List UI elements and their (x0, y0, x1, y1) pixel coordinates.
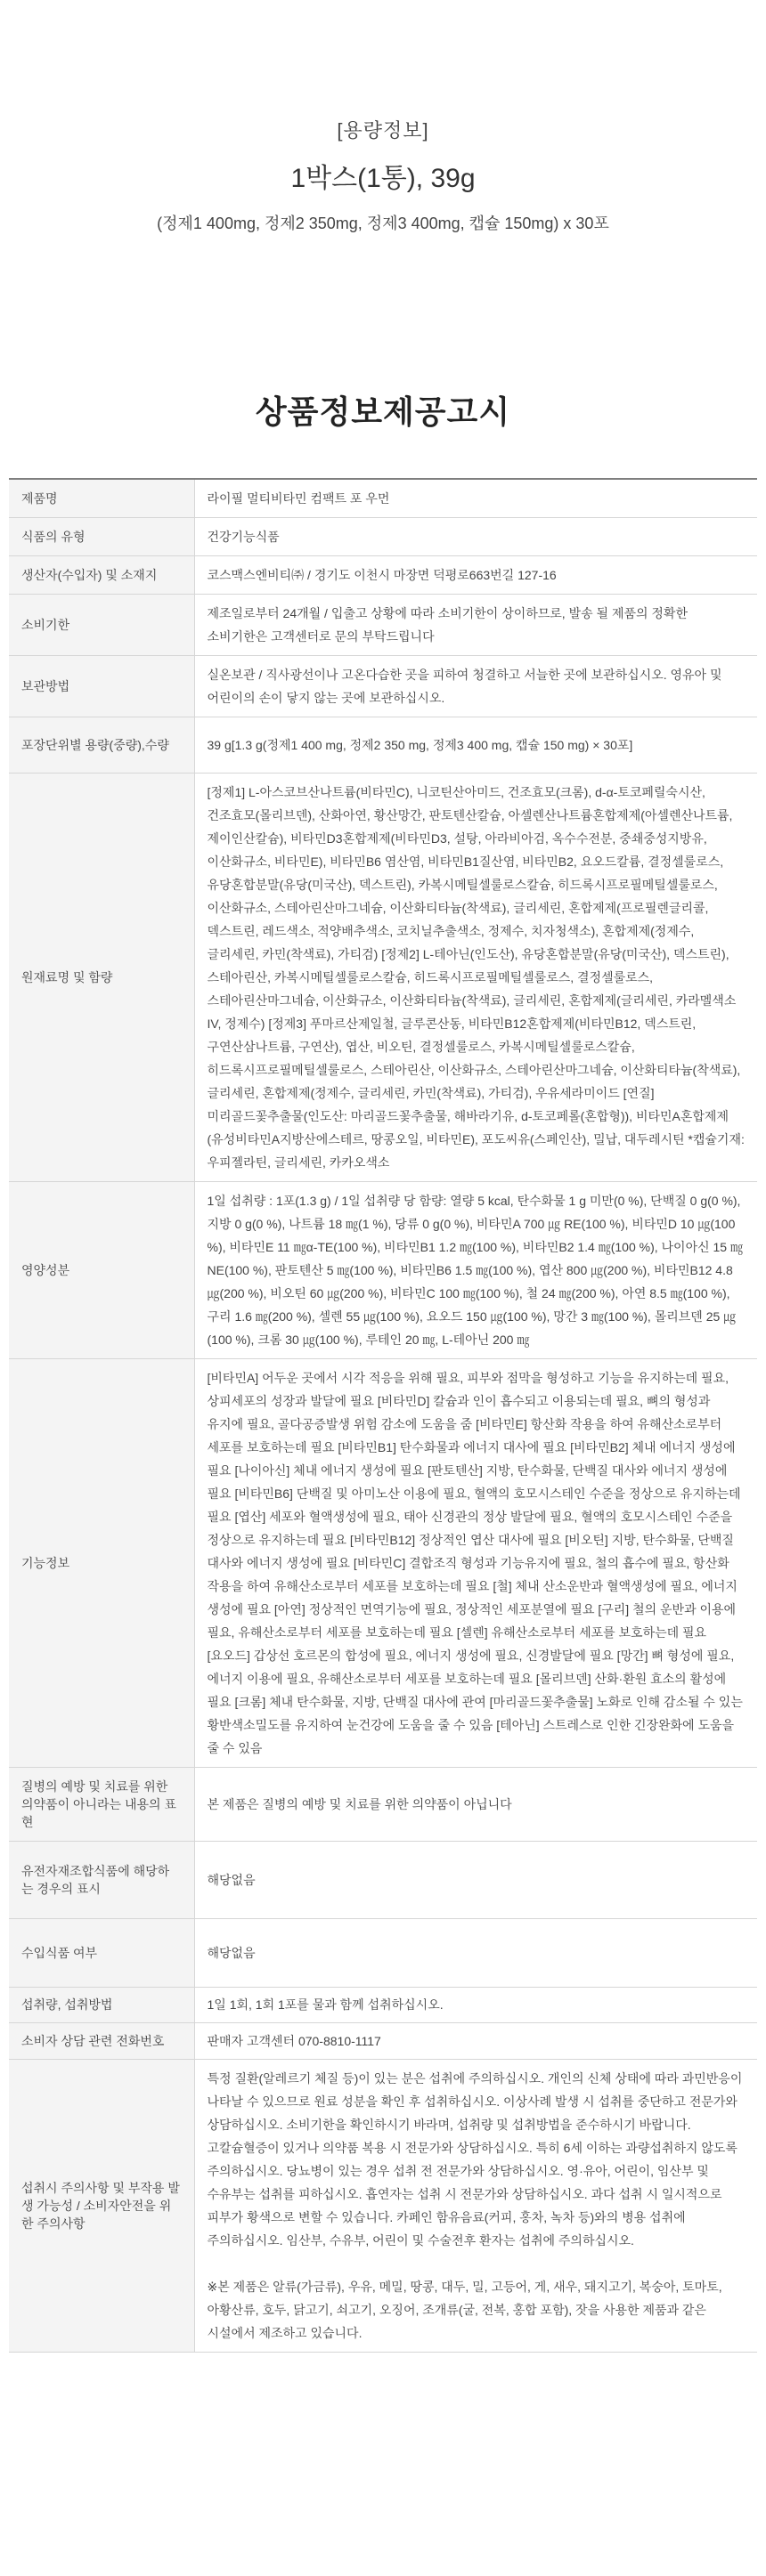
row-value-nutrition: 1일 섭취량 : 1포(1.3 g) / 1일 섭취량 당 함량: 열량 5 kcal, 탄수화물 1 g 미만(0 %), 단백질 0 g(0 %), 지방 0 g(0 %), 나트륨 18 ㎎(1 %), 당류 0 g(0 %), 비타민A 700 ㎍ RE(100 %), 비타민D 10 ㎍(100 %), 비타민E 11 ㎎α-TE(100 %), 비타민B1 1.2 ㎎(100 %), 비타민B2 1.4 ㎎(100 %), 나이아신 15 ㎎ NE(100 %), 판토텐산 5 ㎎(100 %), 비타민B6 1.5 ㎎(100 %), 엽산 800 ㎍(200 %), 비타민B12 4.8 ㎍(200 %), 비오틴 60 ㎍(200 %), 비타민C 100 ㎎(100 %), 철 24 ㎎(200 %), 아연 8.5 ㎎(100 %), 구리 1.6 ㎎(200 %), 셀렌 55 ㎍(100 %), 요오드 150 ㎍(100 %), 망간 3 ㎎(100 %), 몰리브덴 25 ㎍(100 %), 크롬 30 ㎍(100 %), 루테인 20 ㎎, L-테아닌 200 ㎎ (194, 1181, 757, 1358)
row-label-precautions: 섭취시 주의사항 및 부작용 발생 가능성 / 소비자안전을 위한 주의사항 (9, 2059, 194, 2352)
row-value-expiry: 제조일로부터 24개월 / 입출고 상황에 따라 소비기한이 상이하므로, 발송 될 제품의 정확한 소비기한은 고객센터로 문의 부탁드립니다 (194, 594, 757, 655)
table-row (9, 717, 757, 773)
capacity-detail-text: (정제1 400mg, 정제2 350mg, 정제3 400mg, 캡슐 150mg) x 30포 (157, 215, 609, 232)
row-value-gmo: 해당없음 (194, 1841, 757, 1918)
row-label-ingredients: 원재료명 및 함량 (9, 773, 194, 1181)
row-label-gmo: 유전자재조합식품에 해당하는 경우의 표시 (9, 1841, 194, 1918)
table-row (9, 1181, 757, 1358)
row-label-intake: 섭취량, 섭취방법 (9, 1987, 194, 2022)
row-value-precautions (194, 2059, 757, 2352)
row-label-food-type: 식품의 유형 (9, 517, 194, 555)
row-label-nutrition: 영양성분 (9, 1181, 194, 1358)
row-value-manufacturer: 코스맥스엔비티㈜ / 경기도 이천시 마장면 덕평로663번길 127-16 (194, 555, 757, 594)
table-row (9, 594, 757, 655)
row-value-function: [비타민A] 어두운 곳에서 시각 적응을 위해 필요, 피부와 점막을 형성하고 기능을 유지하는데 필요, 상피세포의 성장과 발달에 필요 [비타민D] 칼슘과 인이 흡수되고 이용되는데 필요, 뼈의 형성과 유지에 필요, 골다공증발생 위험 감소에 도움을 줌 [비타민E] 항산화 작용을 하여 유해산소로부터 세포를 보호하는데 필요 [비타민B1] 탄수화물과 에너지 대사에 필요 [비타민B2] 체내 에너지 생성에 필요 [나이아신] 체내 에너지 생성에 필요 [판토텐산] 지방, 탄수화물, 단백질 대사와 에너지 생성에 필요 [비타민B6] 단백질 및 아미노산 이용에 필요, 혈액의 호모시스테인 수준을 정상으로 유지하는데 필요 [엽산] 세포와 혈액생성에 필요, 태아 신경관의 정상 발달에 필요, 혈액의 호모시스테인 수준을 정상으로 유지하는데 필요 [비타민B12] 정상적인 엽산 대사에 필요 [비오틴] 지방, 탄수화물, 단백질 대사와 에너지 생성에 필요 [비타민C] 결합조직 형성과 기능유지에 필요, 철의 흡수에 필요, 항산화 작용을 하여 유해산소로부터 세포를 보호하는데 필요 [철] 체내 산소운반과 혈액생성에 필요, 에너지 생성에 필요 [아연] 정상적인 면역기능에 필요, 정상적인 세포분열에 필요 [구리] 철의 운반과 이용에 필요, 유해산소로부터 세포를 보호하는데 필요 [셀렌] 유해산소로부터 세포를 보호하는데 필요 [요오드] 갑상선 호르몬의 합성에 필요, 에너지 생성에 필요, 신경발달에 필요 [망간] 뼈 형성에 필요, 에너지 이용에 필요, 유해산소로부터 세포를 보호하는데 필요 [몰리브덴] 산화·환원 효소의 활성에 필요 [크롬] 체내 탄수화물, 지방, 단백질 대사에 관여 [마리골드꽃추출물] 노화로 인해 감소될 수 있는 황반색소밀도를 유지하여 눈건강에 도움을 줄 수 있음 [테아닌] 스트레스로 인한 긴장완화에 도움을 줄 수 있음 (194, 1358, 757, 1767)
row-label-package-unit: 포장단위별 용량(중량),수량 (9, 717, 194, 773)
capacity-info-section (0, 0, 766, 338)
row-label-expiry: 소비기한 (9, 594, 194, 655)
table-row (9, 655, 757, 717)
row-label-product-name: 제품명 (9, 479, 194, 517)
row-value-imported: 해당없음 (194, 1918, 757, 1987)
table-row (9, 1767, 757, 1841)
product-info-table (9, 478, 757, 2353)
table-row (9, 1358, 757, 1767)
notice-title: 상품정보제공고시 (255, 393, 511, 430)
row-label-storage: 보관방법 (9, 655, 194, 717)
row-value-food-type: 건강기능식품 (194, 517, 757, 555)
table-row (9, 1918, 757, 1987)
table-row (9, 555, 757, 594)
row-value-intake: 1일 1회, 1회 1포를 물과 함께 섭취하십시오. (194, 1987, 757, 2022)
table-row (9, 517, 757, 555)
row-label-not-medicine: 질병의 예방 및 치료를 위한 의약품이 아니라는 내용의 표현 (9, 1767, 194, 1841)
table-row (9, 1987, 757, 2022)
row-value-ingredients: [정제1] L-아스코브산나트륨(비타민C), 니코틴산아미드, 건조효모(크롬), d-α-토코페릴숙시산, 건조효모(몰리브덴), 산화아연, 황산망간, 판토텐산칼슘, 아셀렌산나트륨혼합제제(아셀렌산나트륨, 제이인산칼슘), 비타민D3혼합제제(비타민D3, 설탕, 아라비아검, 옥수수전분, 중쇄중성지방유, 이산화규소, 비타민E), 비타민B6 염산염, 비타민B1질산염, 비타민B2, 요오드칼륨, 결정셀룰로스, 유당혼합분말(유당(미국산), 덱스트린), 카복시메틸셀룰로스칼슘, 히드록시프로필메틸셀룰로스, 이산화규소, 스테아린산마그네슘, 이산화티타늄(착색료), 글리세린, 혼합제제(프로필렌글리콜, 덱스트린, 레드색소, 적양배추색소, 코치닐추출색소, 정제수, 치자청색소), 혼합제제(정제수, 글리세린, 카민(착색료), 가티검) [정제2] L-테아닌(인도산), 유당혼합분말(유당(미국산), 덱스트린), 스테아린산, 카복시메틸셀룰로스칼슘, 히드록시프로필메틸셀룰로스, 결정셀룰로스, 스테아린산마그네슘, 이산화규소, 이산화티타늄(착색료), 글리세린, 혼합제제(글리세린, 카라멜색소 IV, 정제수) [정제3] 푸마르산제일철, 글루콘산동, 비타민B12혼합제제(비타민B12, 덱스트린, 구연산삼나트륨, 구연산), 엽산, 비오틴, 결정셀룰로스, 카복시메틸셀룰로스칼슘, 히드록시프로필메틸셀룰로스, 스테아린산, 이산화규소, 스테아린산마그네슘, 이산화티타늄(착색료), 글리세린, 혼합제제(정제수, 글리세린, 카민(착색료), 가티검), 우유세라미이드 [연질] 미리골드꽃추출물(인도산: 마리골드꽃추출물, 해바라기유, d-토코페롤(혼합형)), 비타민A혼합제제(유성비타민A지방산에스테르, 땅콩오일, 비타민E), 포도씨유(스페인산), 밀납, 대두레시틴 *캡슐기재: 우피젤라틴, 글리세린, 카카오색소 (194, 773, 757, 1181)
table-row (9, 479, 757, 517)
allergen-notice-text: ※본 제품은 알류(가금류), 우유, 메밀, 땅콩, 대두, 밀, 고등어, 게, 새우, 돼지고기, 복숭아, 토마토, 아황산류, 호두, 닭고기, 쇠고기, 오징어, 조개류(굴, 전복, 홍합 포함), 잣을 사용한 제품과 같은 시설에서 제조하고 있습니다. (207, 2279, 722, 2340)
table-row (9, 2059, 757, 2352)
row-value-package-unit: 39 g[1.3 g(정제1 400 mg, 정제2 350 mg, 정제3 400 mg, 캡슐 150 mg) × 30포] (194, 717, 757, 773)
table-row (9, 773, 757, 1181)
row-label-imported: 수입식품 여부 (9, 1918, 194, 1987)
row-label-contact: 소비자 상담 관련 전화번호 (9, 2022, 194, 2059)
row-value-not-medicine: 본 제품은 질병의 예방 및 치료를 위한 의약품이 아닙니다 (194, 1767, 757, 1841)
capacity-main-text: 1박스(1통), 39g (290, 164, 476, 193)
table-row (9, 2022, 757, 2059)
row-label-function: 기능정보 (9, 1358, 194, 1767)
table-row (9, 1841, 757, 1918)
row-value-storage: 실온보관 / 직사광선이나 고온다습한 곳을 피하여 청결하고 서늘한 곳에 보관하십시오. 영유아 및 어린이의 손이 닿지 않는 곳에 보관하십시오. (194, 655, 757, 717)
capacity-heading: [용량정보] (337, 119, 429, 142)
row-value-contact: 판매자 고객센터 070-8810-1117 (194, 2022, 757, 2059)
precautions-text: 특정 질환(알레르기 체질 등)이 있는 분은 섭취에 주의하십시오. 개인의 신체 상태에 따라 과민반응이 나타날 수 있으므로 원료 성분을 확인 후 섭취하십시오. 이상사례 발생 시 섭취를 중단하고 전문가와 상담하십시오. 소비기한을 확인하시기 바라며, 섭취량 및 섭취방법을 준수하시기 바랍니다. 고칼슘혈증이 있거나 의약품 복용 시 전문가와 상담하십시오. 특히 6세 이하는 과량섭취하지 않도록 주의하십시오. 당뇨병이 있는 경우 섭취 전 전문가와 상담하십시오. 영·유아, 어린이, 임산부 및 수유부는 섭취를 피하십시오. 흡연자는 섭취 시 전문가와 상담하십시오. 과다 섭취 시 일시적으로 피부가 황색으로 변할 수 있습니다. 카페인 함유음료(커피, 홍차, 녹차 등)와의 병용 섭취에 주의하십시오. 임산부, 수유부, 어린이 및 수술전후 환자는 섭취에 주의하십시오. (207, 2070, 743, 2248)
row-label-manufacturer: 생산자(수입자) 및 소재지 (9, 555, 194, 594)
row-value-product-name: 라이필 멀티비타민 컴팩트 포 우먼 (194, 479, 757, 517)
